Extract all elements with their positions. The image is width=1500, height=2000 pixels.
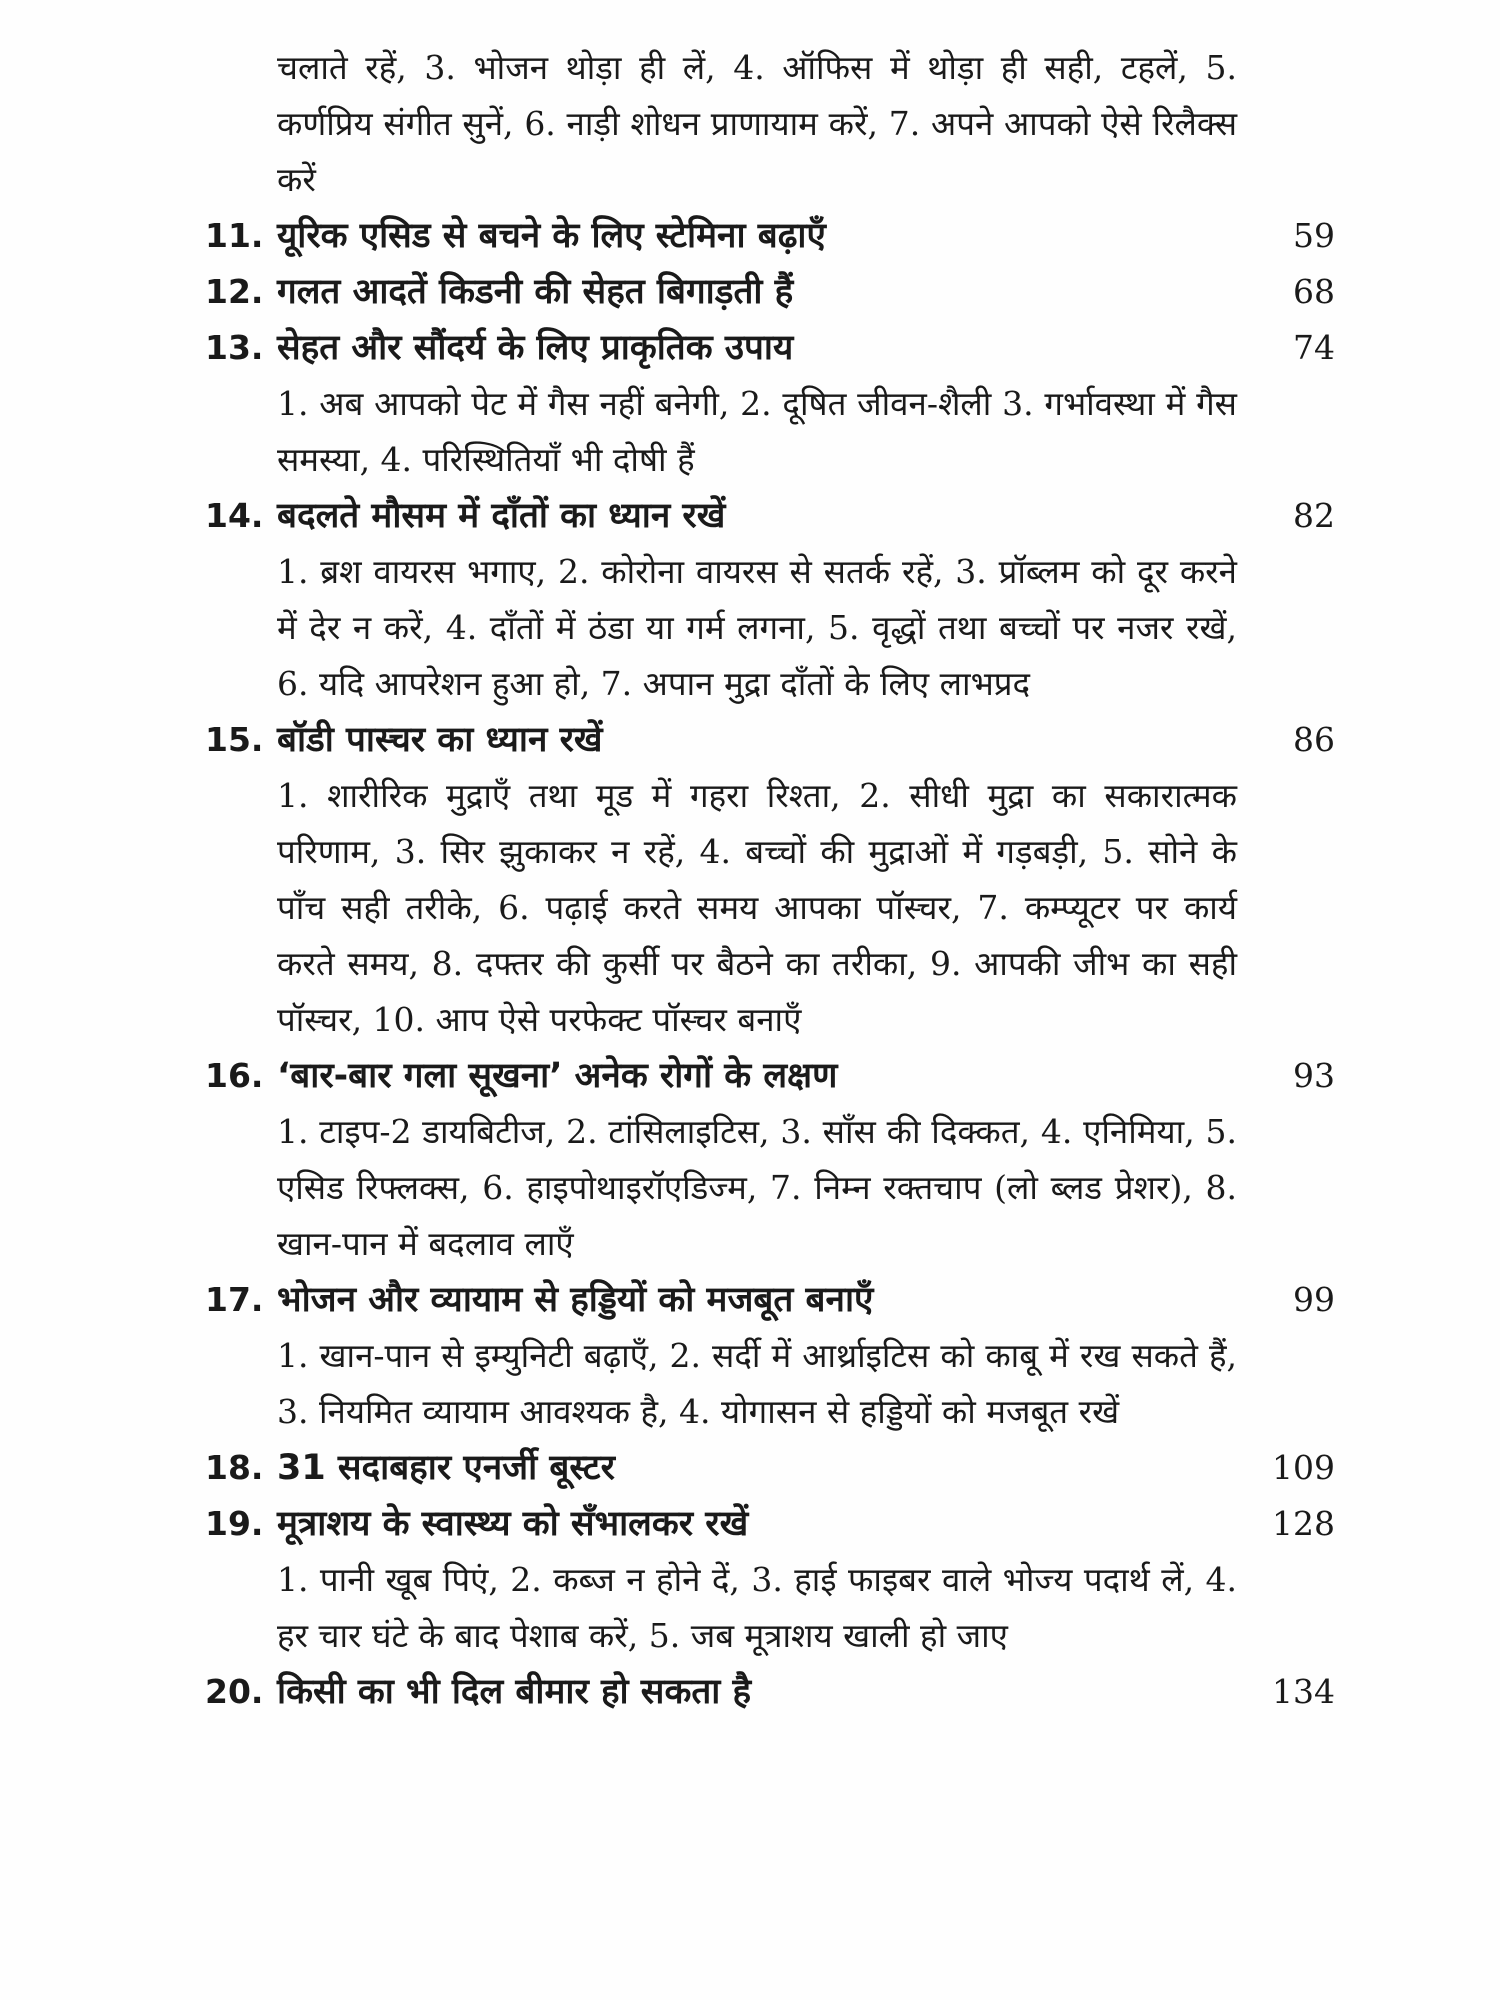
chapter-subtopics: 1. खान-पान से इम्युनिटी बढ़ाएँ, 2. सर्दी में आर्थ्राइटिस को काबू में रख सकते हैं, 3. नियमित व्यायाम आवश्यक है, 4. योगासन से हड्डियों को मजबूत रखें <box>277 1336 1237 1431</box>
chapter-title: ‘बार-बार गला सूखना’ अनेक रोगों के लक्षण <box>277 1056 838 1096</box>
page-number: 59 <box>1293 216 1335 255</box>
chapter-subtopics: 1. ब्रश वायरस भगाए, 2. कोरोना वायरस से सतर्क रहें, 3. प्रॉब्लम को दूर करने में देर न करें, 4. दाँतों में ठंडा या गर्म लगना, 5. वृद्धों तथा बच्चों पर नजर रखें, 6. यदि आपरेशन हुआ हो, 7. अपान मुद्रा दाँतों के लिए लाभप्रद <box>277 552 1237 703</box>
toc-entry <box>205 1664 1335 1720</box>
chapter-title: भोजन और व्यायाम से हड्डियों को मजबूत बनाएँ <box>277 1280 874 1320</box>
chapter-title: बदलते मौसम में दाँतों का ध्यान रखें <box>277 496 726 536</box>
chapter-title: यूरिक एसिड से बचने के लिए स्टेमिना बढ़ाएँ <box>277 216 826 256</box>
toc-entry-heading <box>205 712 1335 768</box>
chapter-number: 17. <box>205 1280 264 1319</box>
chapter-number: 12. <box>205 272 264 311</box>
continued-entry-text: चलाते रहें, 3. भोजन थोड़ा ही लें, 4. ऑफिस में थोड़ा ही सही, टहलें, 5. कर्णप्रिय संगीत सुनें, 6. नाड़ी शोधन प्राणायाम करें, 7. अपने आपको ऐसे रिलैक्स करें <box>277 48 1237 199</box>
toc-entry-heading <box>205 264 1335 320</box>
chapter-number: 15. <box>205 720 264 759</box>
toc-entry-heading <box>205 488 1335 544</box>
chapter-subtopics: 1. टाइप-2 डायबिटीज, 2. टांसिलाइटिस, 3. साँस की दिक्कत, 4. एनिमिया, 5. एसिड रिफ्लक्स, 6. हाइपोथाइरॉएडिज्म, 7. निम्न रक्तचाप (लो ब्लड प्रेशर), 8. खान-पान में बदलाव लाएँ <box>277 1112 1237 1263</box>
chapter-title: 31 सदाबहार एनर्जी बूस्टर <box>277 1448 615 1488</box>
chapter-subtopics: 1. शारीरिक मुद्राएँ तथा मूड में गहरा रिश्ता, 2. सीधी मुद्रा का सकारात्मक परिणाम, 3. सिर झुकाकर न रहें, 4. बच्चों की मुद्राओं में गड़बड़ी, 5. सोने के पाँच सही तरीके, 6. पढ़ाई करते समय आपका पॉस्चर, 7. कम्प्यूटर पर कार्य करते समय, 8. दफ्तर की कुर्सी पर बैठने का तरीका, 9. आपकी जीभ का सही पॉस्चर, 10. आप ऐसे परफेक्ट पॉस्चर बनाएँ <box>277 776 1237 1039</box>
chapter-title: सेहत और सौंदर्य के लिए प्राकृतिक उपाय <box>277 328 794 368</box>
toc-entry <box>205 1272 1335 1440</box>
page-number: 82 <box>1293 496 1335 535</box>
toc-entry-heading <box>205 1440 1335 1496</box>
page-number: 93 <box>1293 1056 1335 1095</box>
toc-entry <box>205 1440 1335 1496</box>
toc-entry-heading <box>205 1664 1335 1720</box>
chapter-number: 11. <box>205 216 264 255</box>
chapter-number: 19. <box>205 1504 264 1543</box>
toc-entry <box>205 320 1335 488</box>
page-number: 109 <box>1272 1448 1335 1487</box>
page-number: 86 <box>1293 720 1335 759</box>
chapter-number: 18. <box>205 1448 264 1487</box>
toc-entry <box>205 264 1335 320</box>
toc-entry-heading <box>205 1272 1335 1328</box>
page-number: 128 <box>1272 1504 1335 1543</box>
toc-entry-list <box>205 208 1335 1720</box>
chapter-title: बॉडी पास्चर का ध्यान रखें <box>277 720 603 760</box>
page-number: 74 <box>1293 328 1335 367</box>
toc-entry <box>205 1048 1335 1272</box>
table-of-contents <box>205 40 1335 1720</box>
chapter-subtopics: 1. पानी खूब पिएं, 2. कब्ज न होने दें, 3. हाई फाइबर वाले भोज्य पदार्थ लें, 4. हर चार घंटे के बाद पेशाब करें, 5. जब मूत्राशय खाली हो जाए <box>277 1560 1237 1655</box>
toc-entry-heading <box>205 1048 1335 1104</box>
chapter-number: 14. <box>205 496 264 535</box>
page-number: 68 <box>1293 272 1335 311</box>
chapter-title: मूत्राशय के स्वास्थ्य को सँभालकर रखें <box>277 1504 749 1544</box>
chapter-number: 16. <box>205 1056 264 1095</box>
chapter-subtopics: 1. अब आपको पेट में गैस नहीं बनेगी, 2. दूषित जीवन-शैली 3. गर्भावस्था में गैस समस्या, 4. परिस्थितियाँ भी दोषी हैं <box>277 384 1237 479</box>
page-number: 99 <box>1293 1280 1335 1319</box>
toc-entry <box>205 208 1335 264</box>
chapter-number: 20. <box>205 1672 264 1711</box>
toc-entry <box>205 1496 1335 1664</box>
chapter-title: गलत आदतें किडनी की सेहत बिगाड़ती हैं <box>277 272 794 312</box>
toc-entry-heading <box>205 1496 1335 1552</box>
toc-entry-heading <box>205 320 1335 376</box>
toc-entry <box>205 488 1335 712</box>
chapter-number: 13. <box>205 328 264 367</box>
toc-entry <box>205 712 1335 1048</box>
toc-entry-heading <box>205 208 1335 264</box>
chapter-title: किसी का भी दिल बीमार हो सकता है <box>277 1672 752 1712</box>
page-number: 134 <box>1272 1672 1335 1711</box>
